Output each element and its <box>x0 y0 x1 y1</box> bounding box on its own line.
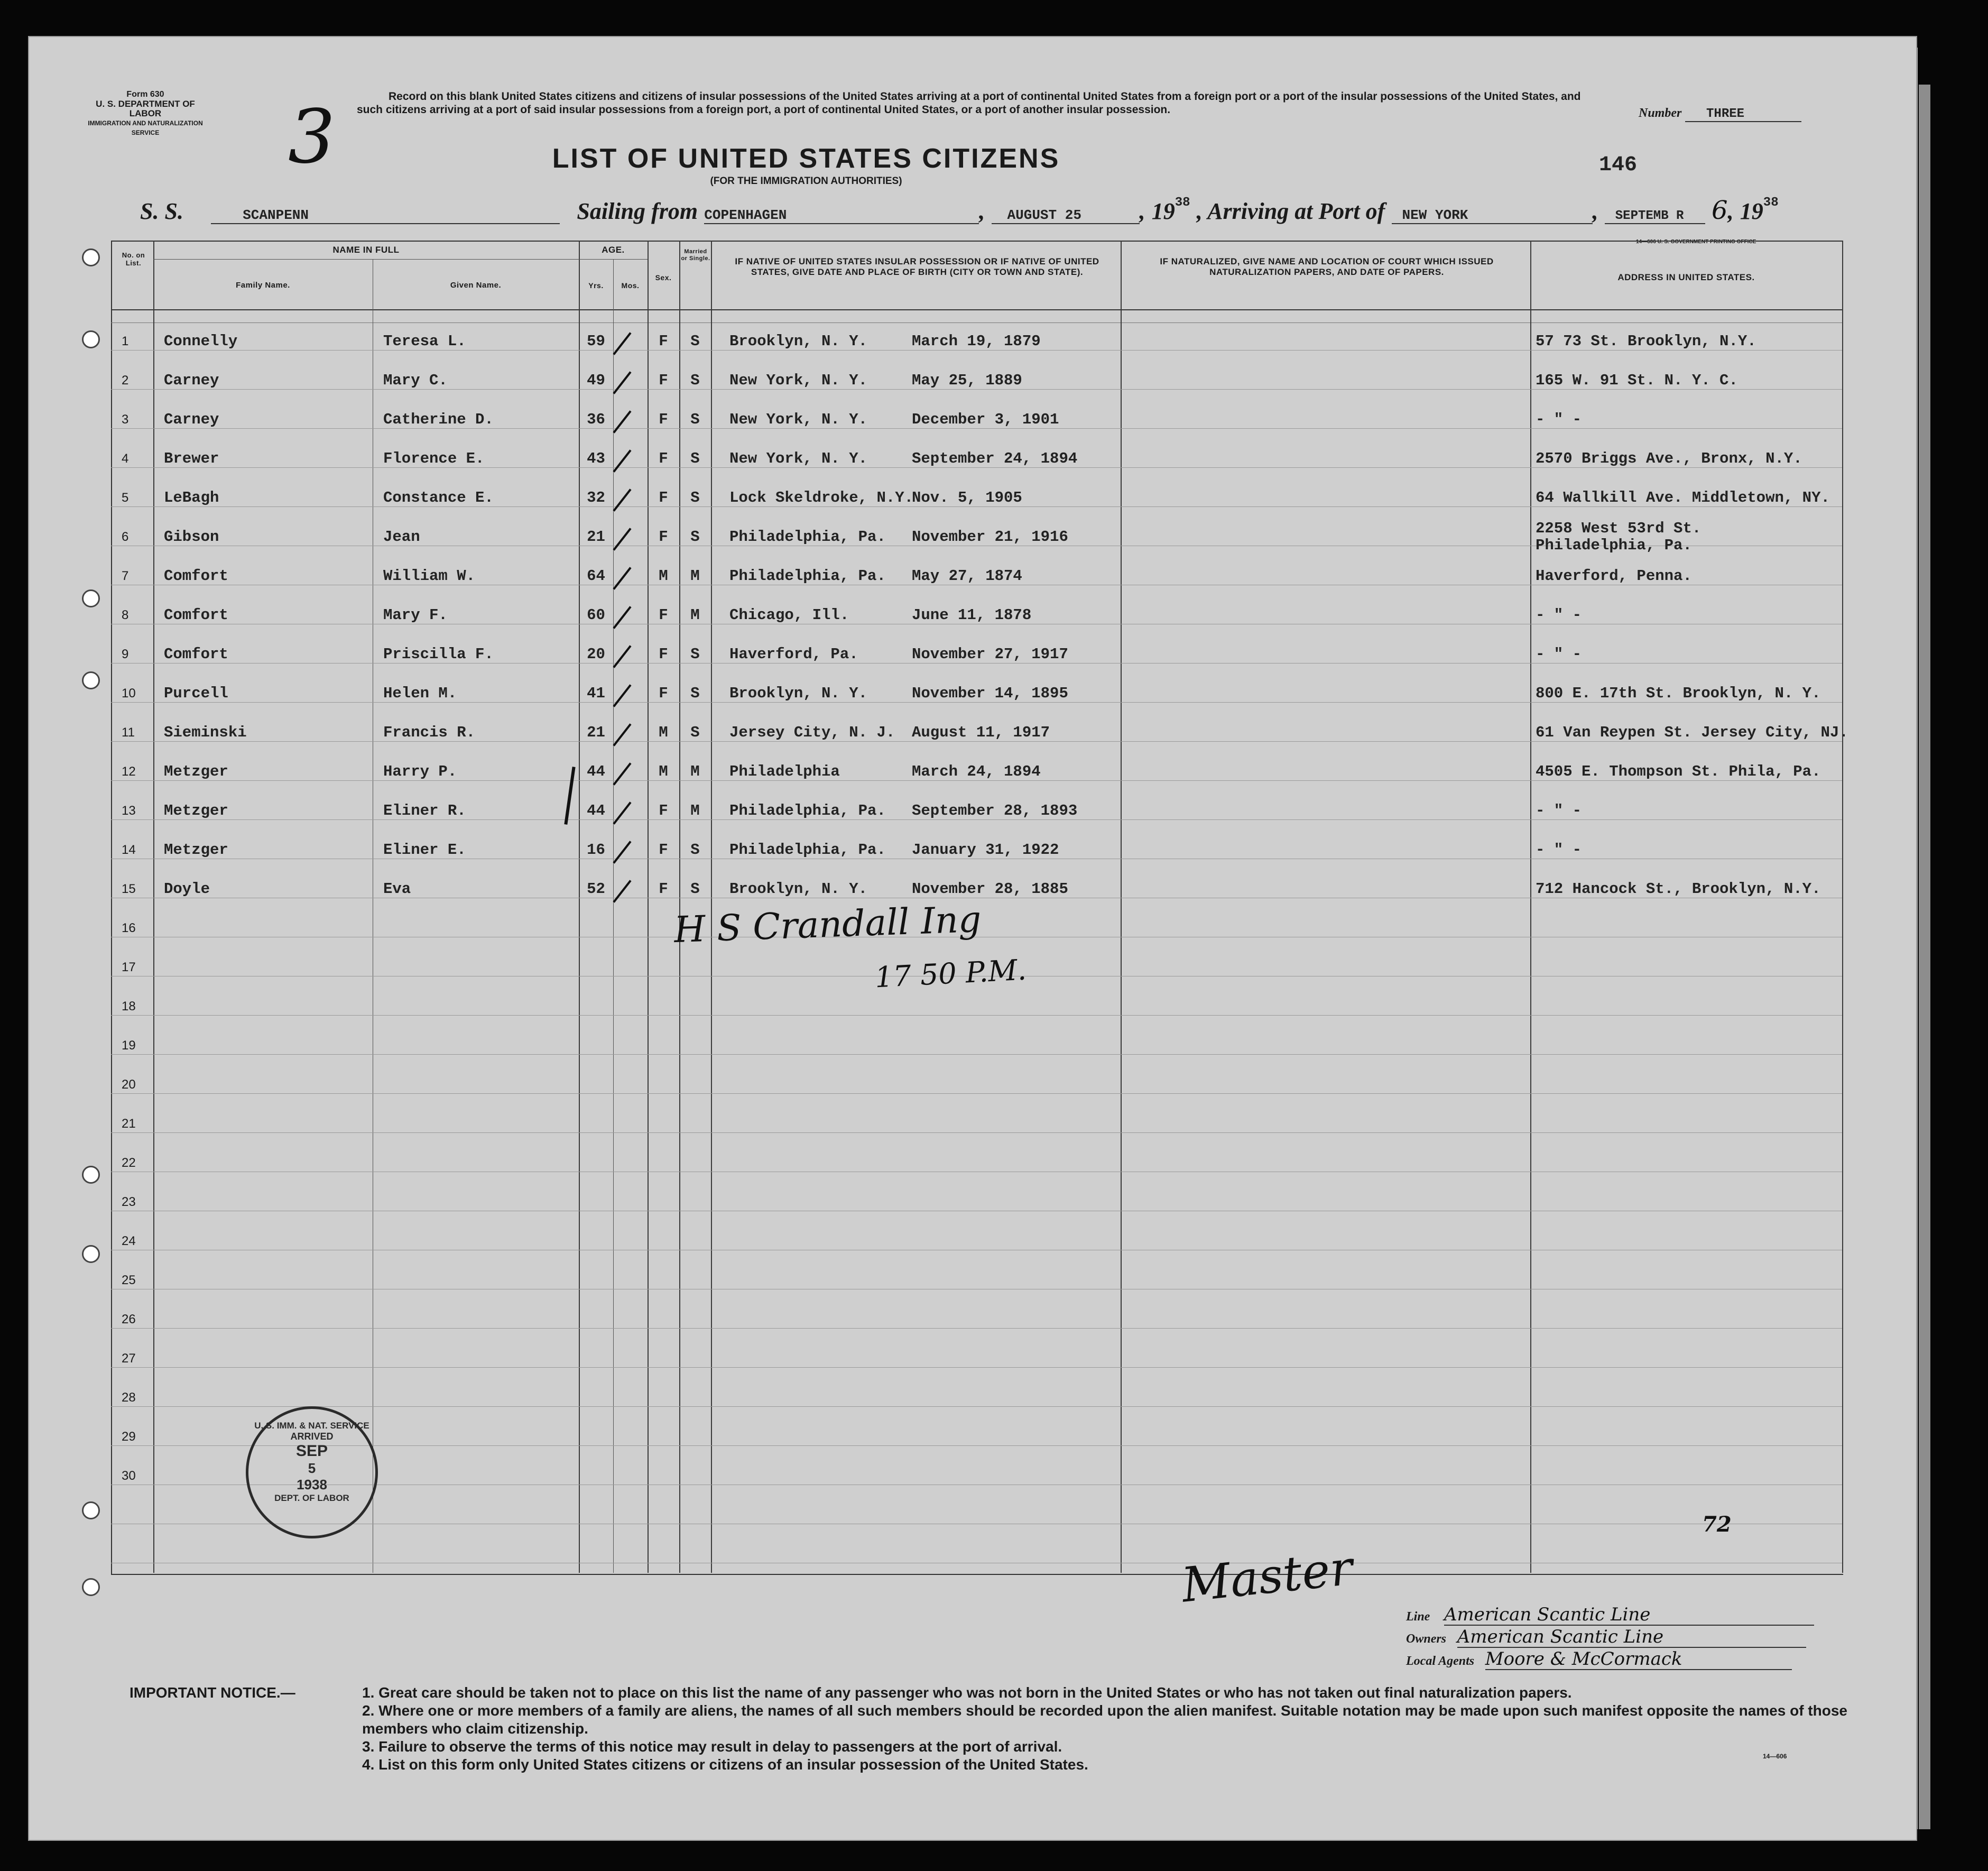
cell-ms: S <box>690 333 700 350</box>
cell-yrs: 49 <box>587 372 605 389</box>
cell-address: 4505 E. Thompson St. Phila, Pa. <box>1536 763 1821 780</box>
cell-family: Metzger <box>164 763 228 780</box>
cell-no: 10 <box>122 686 136 701</box>
year-suffix-1: 38 <box>1175 196 1190 210</box>
col-header-mos: Mos. <box>621 281 640 290</box>
cell-birth-date: November 27, 1917 <box>912 646 1068 663</box>
cell-given: Florence E. <box>383 450 485 467</box>
col-header-address: ADDRESS IN UNITED STATES. <box>1617 272 1755 282</box>
ruled-line <box>111 1054 1842 1055</box>
cell-sex: F <box>659 528 668 546</box>
cell-birth-place: New York, N. Y. <box>729 450 868 467</box>
page-mark: 72 <box>1702 1512 1732 1537</box>
punch-hole <box>82 1245 100 1263</box>
cell-address-line2: Philadelphia, Pa. <box>1536 537 1692 554</box>
manifest-page <box>29 37 1916 1840</box>
number-field <box>1639 106 1801 122</box>
cell-given: Mary F. <box>383 606 448 624</box>
cell-yrs: 21 <box>587 724 605 741</box>
col-header-yrs: Yrs. <box>588 281 604 290</box>
cell-address: Haverford, Penna. <box>1536 567 1692 585</box>
ruled-line <box>111 350 1842 351</box>
empty-row-number: 18 <box>122 999 136 1013</box>
date-to-month: SEPTEMB R <box>1605 209 1705 224</box>
cell-yrs: 64 <box>587 567 605 585</box>
cell-ms: S <box>690 372 700 389</box>
cell-sex: F <box>659 606 668 624</box>
ruled-line <box>111 1093 1842 1094</box>
cell-birth-date: March 24, 1894 <box>912 763 1041 780</box>
cell-no: 5 <box>122 491 129 505</box>
empty-row-number: 25 <box>122 1273 136 1287</box>
empty-row-number: 21 <box>122 1117 136 1131</box>
ruled-line <box>111 780 1842 781</box>
cell-address: 800 E. 17th St. Brooklyn, N. Y. <box>1536 685 1821 702</box>
ruled-line <box>111 506 1842 507</box>
cell-sex: F <box>659 372 668 389</box>
punch-hole <box>82 589 100 607</box>
cell-address: - " - <box>1536 411 1582 428</box>
cell-birth-date: September 24, 1894 <box>912 450 1078 467</box>
cell-given: Eliner E. <box>383 841 466 859</box>
line-value: American Scantic Line <box>1444 1605 1814 1626</box>
cell-birth-place: Philadelphia, Pa. <box>729 528 886 546</box>
cell-no: 9 <box>122 647 129 661</box>
cell-family: Comfort <box>164 646 228 663</box>
cell-address: - " - <box>1536 841 1582 859</box>
cell-ms: S <box>690 880 700 898</box>
empty-row-number: 16 <box>122 921 136 935</box>
ruled-line <box>111 389 1842 390</box>
port-to: NEW YORK <box>1392 207 1593 224</box>
cell-birth-place: New York, N. Y. <box>729 411 868 428</box>
cell-family: Metzger <box>164 802 228 819</box>
cell-given: Harry P. <box>383 763 457 780</box>
cell-sex: F <box>659 802 668 819</box>
cell-birth-place: Philadelphia, Pa. <box>729 841 886 859</box>
cell-address: 2570 Briggs Ave., Bronx, N.Y. <box>1536 450 1802 467</box>
cell-family: Purcell <box>164 685 228 702</box>
number-label: Number <box>1639 106 1682 120</box>
agents-value: Moore & McCormack <box>1485 1649 1792 1670</box>
empty-row-number: 26 <box>122 1312 136 1326</box>
cell-yrs: 41 <box>587 685 605 702</box>
cell-sex: F <box>659 880 668 898</box>
cell-no: 1 <box>122 334 129 348</box>
col-header-age: AGE. <box>602 245 625 255</box>
col-header-naturalized: IF NATURALIZED, GIVE NAME AND LOCATION OF COURT WHICH ISSUED NATURALIZATION PAPERS, AND DATE OF PAPERS. <box>1160 256 1494 277</box>
cell-no: 4 <box>122 451 129 466</box>
empty-row-number: 23 <box>122 1195 136 1209</box>
ruled-line <box>111 819 1842 820</box>
cell-yrs: 44 <box>587 802 605 819</box>
cell-birth-place: Brooklyn, N. Y. <box>729 685 868 702</box>
empty-row-number: 29 <box>122 1430 136 1444</box>
cell-no: 2 <box>122 373 129 388</box>
cell-family: Connelly <box>164 333 238 350</box>
empty-row-number: 17 <box>122 960 136 974</box>
cell-sex: F <box>659 489 668 506</box>
cell-ms: S <box>690 411 700 428</box>
cell-birth-place: Brooklyn, N. Y. <box>729 880 868 898</box>
cell-no: 6 <box>122 530 129 544</box>
cell-ms: M <box>690 802 700 819</box>
year-suffix-2: 38 <box>1763 196 1779 210</box>
voyage-line: S. S. SCANPENN Sailing from COPENHAGEN , AUGUST 25 , $19^{38}$ , Arriving at Port of NEW YORK , SEPTEMB R 6, $19^{38}$ <box>140 196 1779 225</box>
empty-row-number: 19 <box>122 1038 136 1053</box>
cell-birth-date: November 14, 1895 <box>912 685 1068 702</box>
cell-given: Constance E. <box>383 489 494 506</box>
cell-ms: S <box>690 724 700 741</box>
arriving-label: , Arriving at Port of <box>1196 198 1385 224</box>
ruled-line <box>111 1406 1842 1407</box>
instructions-text: Record on this blank United States citizens and citizens of insular possessions of the United States arriving at a port of continental United States from a foreign port or a port of the insular possessions of the United States, and such citizens arriving at a port of said insular possessions from a foreign port, a port of continental United States, or a port of another insular possession. <box>357 90 1581 116</box>
ruled-line <box>111 741 1842 742</box>
cell-birth-place: Lock Skeldroke, N.Y. <box>729 489 914 506</box>
cell-address: - " - <box>1536 606 1582 624</box>
cell-birth-place: New York, N. Y. <box>729 372 868 389</box>
cell-address: 57 73 St. Brooklyn, N.Y. <box>1536 333 1756 350</box>
ruled-line <box>111 1015 1842 1016</box>
master-signature: Master <box>1179 1540 1356 1614</box>
inspector-signature: H S Crandall Ing <box>673 898 982 952</box>
punch-hole <box>82 1166 100 1184</box>
cell-given: Priscilla F. <box>383 646 494 663</box>
cell-no: 8 <box>122 608 129 622</box>
date-to-day: 6 <box>1712 196 1728 225</box>
col-header-no: No. on List. <box>122 251 145 267</box>
empty-row-number: 24 <box>122 1234 136 1248</box>
stamp-day: 5 <box>308 1460 316 1476</box>
punch-hole <box>82 248 100 266</box>
stamp-top: U. S. IMM. & NAT. SERVICE <box>254 1421 369 1431</box>
cell-given: Eliner R. <box>383 802 466 819</box>
empty-row-number: 20 <box>122 1077 136 1092</box>
stamp-month: SEP <box>295 1442 328 1460</box>
punch-hole <box>82 330 100 348</box>
cell-sex: M <box>659 724 668 741</box>
ship-name: SCANPENN <box>211 207 560 224</box>
cell-birth-place: Philadelphia <box>729 763 840 780</box>
department-name: U. S. DEPARTMENT OF LABOR <box>96 99 195 118</box>
punch-hole <box>82 1501 100 1519</box>
cell-no: 7 <box>122 569 129 583</box>
cell-no: 14 <box>122 843 136 857</box>
cell-yrs: 21 <box>587 528 605 546</box>
cell-birth-date: December 3, 1901 <box>912 411 1059 428</box>
inspection-time: 17 50 P.M. <box>874 953 1028 994</box>
cell-birth-place: Chicago, Ill. <box>729 606 849 624</box>
cell-birth-place: Philadelphia, Pa. <box>729 802 886 819</box>
cell-no: 12 <box>122 764 136 779</box>
cell-family: Carney <box>164 411 219 428</box>
page-edge-shadow <box>1919 85 1930 1829</box>
cell-sex: F <box>659 450 668 467</box>
owners-label: Owners <box>1406 1632 1447 1646</box>
footer-code: 14—606 <box>1763 1753 1787 1760</box>
cell-family: LeBagh <box>164 489 219 506</box>
col-header-given: Given Name. <box>450 281 502 290</box>
cell-birth-place: Haverford, Pa. <box>729 646 858 663</box>
cell-family: Carney <box>164 372 219 389</box>
cell-sex: F <box>659 333 668 350</box>
cell-birth-date: Nov. 5, 1905 <box>912 489 1022 506</box>
form-number: Form 630 <box>126 90 164 99</box>
cell-family: Gibson <box>164 528 219 546</box>
cell-yrs: 20 <box>587 646 605 663</box>
cell-yrs: 52 <box>587 880 605 898</box>
cell-ms: S <box>690 841 700 859</box>
cell-yrs: 16 <box>587 841 605 859</box>
cell-sex: M <box>659 567 668 585</box>
cell-ms: S <box>690 489 700 506</box>
cell-family: Doyle <box>164 880 210 898</box>
cell-given: Teresa L. <box>383 333 466 350</box>
cell-family: Comfort <box>164 567 228 585</box>
col-header-married: Married or Single. <box>681 248 710 262</box>
cell-given: Helen M. <box>383 685 457 702</box>
important-notice <box>130 1684 1874 1774</box>
cell-address: - " - <box>1536 802 1582 819</box>
cell-given: Eva <box>383 880 411 898</box>
agents-label: Local Agents <box>1406 1654 1475 1668</box>
cell-given: Francis R. <box>383 724 476 741</box>
cell-birth-place: Philadelphia, Pa. <box>729 567 886 585</box>
cell-given: Jean <box>383 528 420 546</box>
line-label: Line <box>1406 1610 1430 1624</box>
col-header-family: Family Name. <box>236 281 290 290</box>
cell-birth-date: May 25, 1889 <box>912 372 1022 389</box>
cell-ms: M <box>690 606 700 624</box>
cell-yrs: 59 <box>587 333 605 350</box>
cell-ms: S <box>690 685 700 702</box>
cell-sex: F <box>659 646 668 663</box>
cell-ms: S <box>690 528 700 546</box>
cell-birth-place: Brooklyn, N. Y. <box>729 333 868 350</box>
page-title: LIST OF UNITED STATES CITIZENS <box>552 143 1060 174</box>
cell-ms: M <box>690 567 700 585</box>
ruled-line <box>111 467 1842 468</box>
cell-family: Sieminski <box>164 724 247 741</box>
cell-birth-place: Jersey City, N. J. <box>729 724 895 741</box>
cell-yrs: 43 <box>587 450 605 467</box>
cell-address: 61 Van Reypen St. Jersey City, NJ. <box>1536 724 1848 741</box>
notice-title: IMPORTANT NOTICE.— <box>130 1684 295 1701</box>
cell-family: Metzger <box>164 841 228 859</box>
notice-item-1: 1. Great care should be taken not to place on this list the name of any passenger who was not born in the United States or who has not taken out final naturalization papers. <box>362 1684 1572 1701</box>
cell-address: - " - <box>1536 646 1582 663</box>
notice-item-3: 3. Failure to observe the terms of this notice may result in delay to passengers at the port of arrival. <box>362 1738 1062 1755</box>
empty-row-number: 27 <box>122 1351 136 1366</box>
print-code: 14—606 U. S. GOVERNMENT PRINTING OFFICE <box>1636 239 1756 245</box>
cell-sex: F <box>659 685 668 702</box>
year-prefix-1: 19 <box>1151 198 1175 224</box>
punch-hole <box>82 671 100 689</box>
col-header-birth: IF NATIVE OF UNITED STATES INSULAR POSSESSION OR IF NATIVE OF UNITED STATES, GIVE DATE AND PLACE OF BIRTH (CITY OR TOWN AND STATE). <box>735 256 1099 277</box>
port-from: COPENHAGEN <box>704 207 979 224</box>
stamp-arrived: ARRIVED <box>290 1431 334 1442</box>
col-header-sex: Sex. <box>655 273 672 282</box>
cell-no: 3 <box>122 412 129 427</box>
cell-yrs: 36 <box>587 411 605 428</box>
ss-label: S. S. <box>140 198 183 224</box>
cell-yrs: 44 <box>587 763 605 780</box>
cell-address: 64 Wallkill Ave. Middletown, NY. <box>1536 489 1830 506</box>
cell-yrs: 32 <box>587 489 605 506</box>
ruled-line <box>111 1367 1842 1368</box>
cell-family: Comfort <box>164 606 228 624</box>
cell-ms: S <box>690 646 700 663</box>
arrival-stamp <box>246 1406 378 1538</box>
cell-birth-date: September 28, 1893 <box>912 802 1078 819</box>
ruled-line <box>111 1132 1842 1133</box>
sheet-number: 146 <box>1599 153 1638 177</box>
handwritten-number: 3 <box>288 94 336 180</box>
stamp-bottom: DEPT. OF LABOR <box>274 1493 349 1503</box>
cell-birth-date: May 27, 1874 <box>912 567 1022 585</box>
cell-no: 13 <box>122 804 136 818</box>
cell-birth-date: November 21, 1916 <box>912 528 1068 546</box>
cell-birth-date: January 31, 1922 <box>912 841 1059 859</box>
cell-no: 11 <box>122 725 135 740</box>
cell-birth-date: August 11, 1917 <box>912 724 1050 741</box>
cell-sex: F <box>659 411 668 428</box>
form-id-block <box>82 90 209 137</box>
cell-birth-date: November 28, 1885 <box>912 880 1068 898</box>
cell-no: 15 <box>122 882 136 896</box>
cell-address: 2258 West 53rd St. <box>1536 520 1702 537</box>
cell-yrs: 60 <box>587 606 605 624</box>
cell-ms: M <box>690 763 700 780</box>
year-prefix-2: 19 <box>1740 198 1763 224</box>
empty-row-number: 28 <box>122 1390 136 1405</box>
page-subtitle: (FOR THE IMMIGRATION AUTHORITIES) <box>710 176 902 187</box>
ruled-line <box>111 702 1842 703</box>
cell-address: 165 W. 91 St. N. Y. C. <box>1536 372 1738 389</box>
cell-address: 712 Hancock St., Brooklyn, N.Y. <box>1536 880 1821 898</box>
stamp-year: 1938 <box>297 1477 327 1492</box>
ruled-line <box>111 428 1842 429</box>
cell-sex: M <box>659 763 668 780</box>
service-name: IMMIGRATION AND NATURALIZATION SERVICE <box>88 119 203 136</box>
number-value: THREE <box>1685 107 1801 122</box>
empty-row-number: 30 <box>122 1469 136 1483</box>
cell-sex: F <box>659 841 668 859</box>
cell-birth-date: June 11, 1878 <box>912 606 1032 624</box>
owners-value: American Scantic Line <box>1457 1627 1806 1648</box>
cell-birth-date: March 19, 1879 <box>912 333 1041 350</box>
notice-item-4: 4. List on this form only United States citizens or citizens of an insular possession of the United States. <box>362 1756 1088 1773</box>
col-header-name: NAME IN FULL <box>332 245 400 255</box>
cell-given: Mary C. <box>383 372 448 389</box>
cell-ms: S <box>690 450 700 467</box>
cell-given: William W. <box>383 567 476 585</box>
punch-hole <box>82 1578 100 1596</box>
line-owners-block <box>1406 1605 1855 1671</box>
notice-item-2: 2. Where one or more members of a family are aliens, the names of all such members should be recorded upon the alien manifest. Suitable notation may be made upon such manifest opposite the names of those members who claim citizenship. <box>362 1702 1847 1737</box>
ruled-line <box>111 1328 1842 1329</box>
date-from: AUGUST 25 <box>992 207 1140 224</box>
cell-given: Catherine D. <box>383 411 494 428</box>
sailing-label: Sailing from <box>577 198 698 224</box>
cell-family: Brewer <box>164 450 219 467</box>
empty-row-number: 22 <box>122 1156 136 1170</box>
